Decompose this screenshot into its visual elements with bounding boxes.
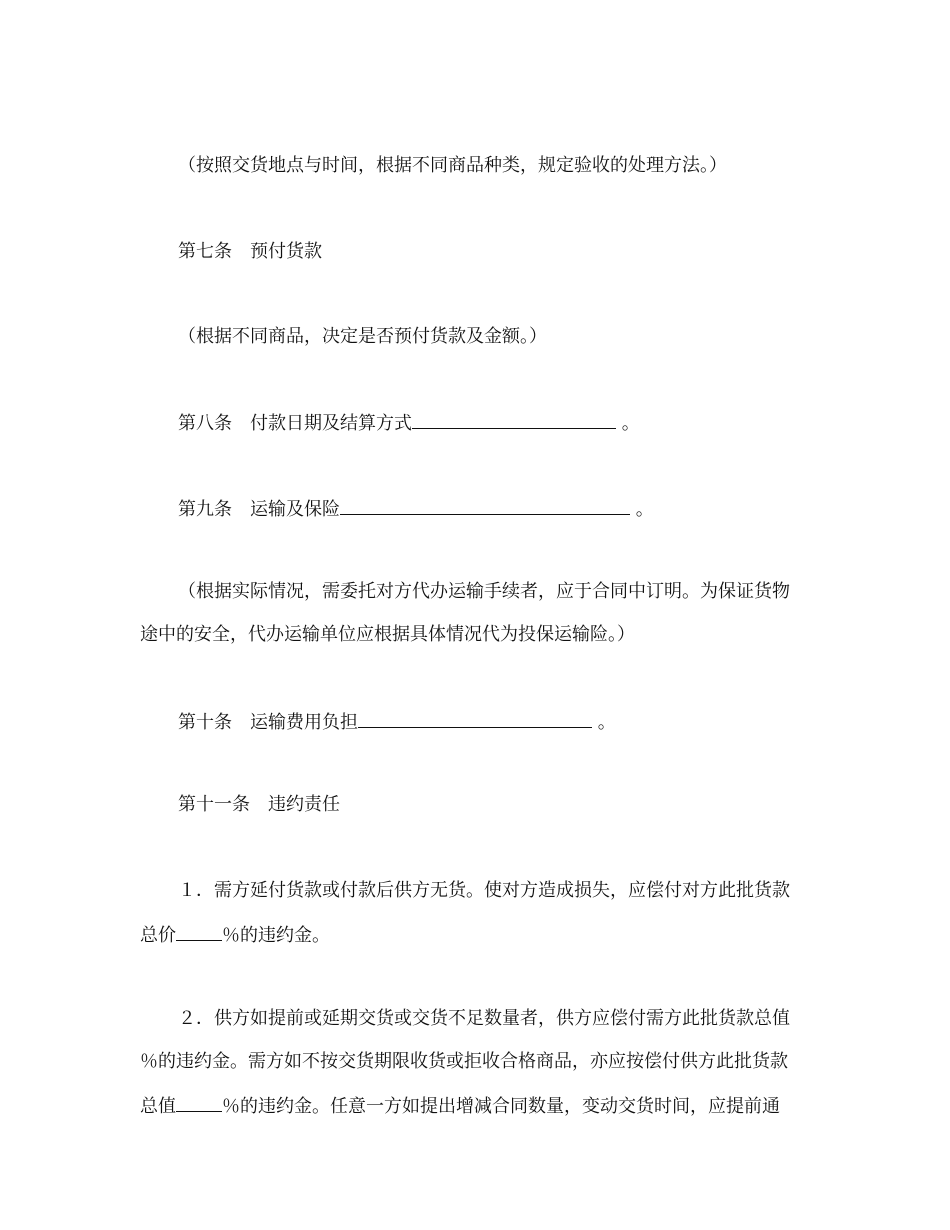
article-number: 第八条	[178, 413, 232, 434]
article-tail: 。	[635, 499, 654, 520]
clause-2-line-2	[140, 1050, 812, 1074]
clause-text: ％的违约金。任意一方如提出增减合同数量，变动交货时间，应提前通	[222, 1096, 780, 1117]
fill-in-blank[interactable]	[340, 496, 630, 515]
article-7-heading	[178, 240, 812, 264]
article-8-heading	[178, 410, 812, 434]
fill-in-blank[interactable]	[176, 1093, 222, 1112]
article-title: 违约责任	[268, 794, 340, 815]
article-number: 第九条	[178, 499, 232, 520]
paragraph-text: （根据不同商品，决定是否预付货款及金额。）	[178, 326, 547, 347]
paragraph-text: （按照交货地点与时间，根据不同商品种类，规定验收的处理方法。）	[178, 155, 727, 176]
article-title: 运输费用负担	[250, 712, 358, 733]
article-number: 第七条	[178, 241, 232, 262]
fill-in-blank[interactable]	[358, 709, 592, 728]
article-9-heading	[178, 496, 812, 520]
article-11-heading	[178, 793, 812, 817]
paragraph-acceptance-note	[178, 154, 812, 178]
fill-in-blank[interactable]	[176, 922, 222, 941]
fill-in-blank[interactable]	[412, 410, 616, 429]
article-number: 第十一条	[178, 794, 250, 815]
article-10-heading	[178, 709, 812, 733]
article-tail: 。	[597, 712, 616, 733]
clause-text: ％的违约金。需方如不按交货期限收货或拒收合格商品，亦应按偿付供方此批货款	[140, 1051, 788, 1072]
article-title: 付款日期及结算方式	[250, 413, 412, 434]
article-title: 运输及保险	[250, 499, 340, 520]
paragraph-text: （根据实际情况，需委托对方代办运输手续者，应于合同中订明。为保证货物	[178, 581, 790, 602]
clause-text: １．需方延付货款或付款后供方无货。使对方造成损失，应偿付对方此批货款	[178, 880, 790, 901]
clause-text: 总价	[140, 925, 176, 946]
clause-1-line-1	[178, 879, 812, 903]
clause-2-line-3	[140, 1093, 812, 1117]
clause-text: 总值	[140, 1096, 176, 1117]
article-number: 第十条	[178, 712, 232, 733]
article-title: 预付货款	[250, 241, 322, 262]
clause-2-line-1	[178, 1007, 812, 1031]
paragraph-prepayment-note	[178, 325, 812, 349]
paragraph-text: 途中的安全，代办运输单位应根据具体情况代为投保运输险。）	[140, 624, 635, 645]
article-tail: 。	[621, 413, 640, 434]
clause-text: ２．供方如提前或延期交货或交货不足数量者，供方应偿付需方此批货款总值	[178, 1008, 790, 1029]
paragraph-transport-note-line-2	[140, 623, 812, 647]
clause-1-line-2	[140, 922, 812, 946]
clause-text: ％的违约金。	[222, 925, 330, 946]
paragraph-transport-note-line-1	[178, 580, 812, 604]
